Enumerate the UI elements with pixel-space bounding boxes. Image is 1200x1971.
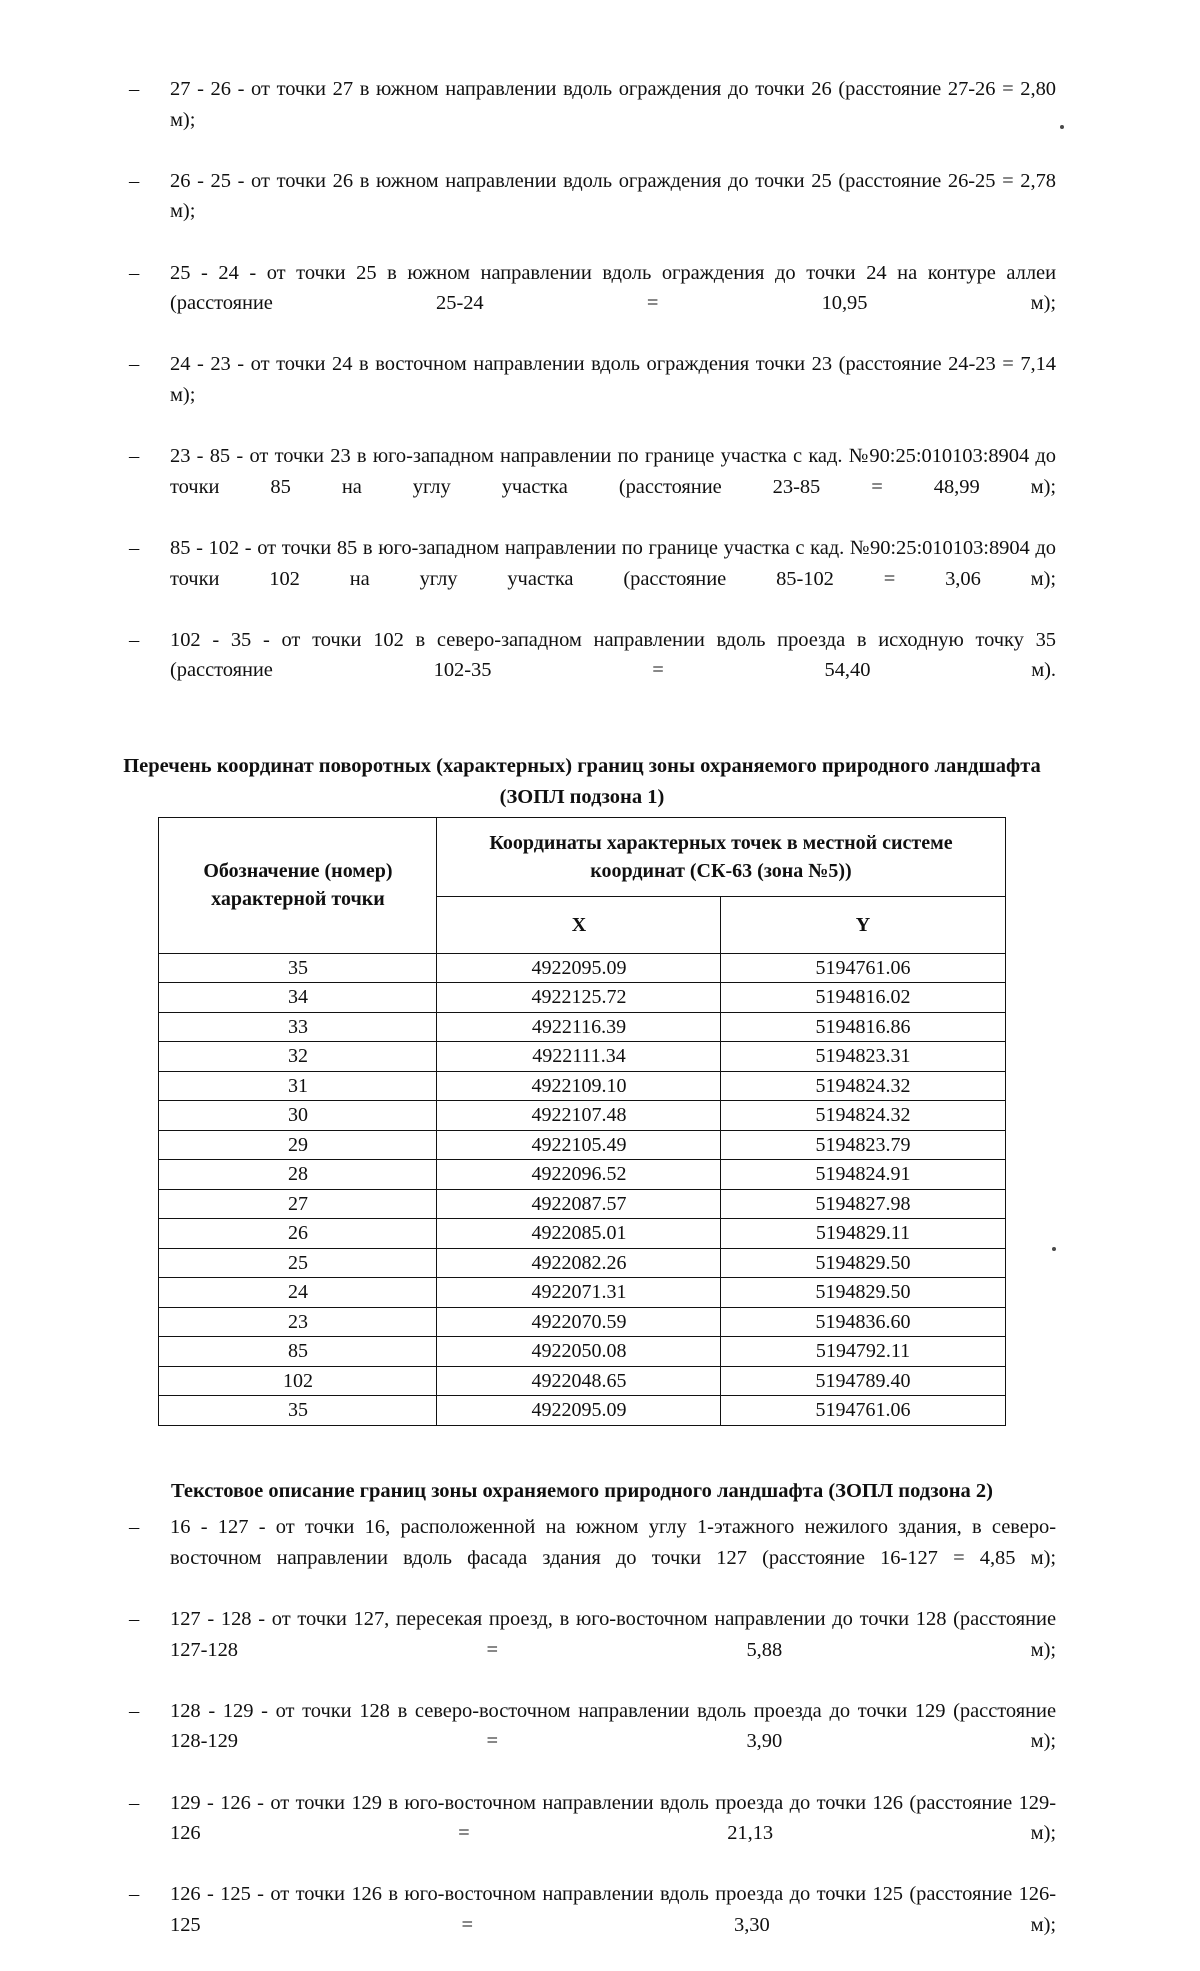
- table-row: [159, 1337, 1005, 1367]
- dash-marker: –: [129, 353, 140, 376]
- scan-speck: [1060, 125, 1064, 129]
- cell-y: 5194829.50: [721, 1278, 1005, 1308]
- cell-point: 32: [159, 1042, 437, 1072]
- cell-point: 30: [159, 1101, 437, 1131]
- table-row: [159, 1189, 1005, 1219]
- cell-x: 4922105.49: [437, 1130, 721, 1160]
- table-row: [159, 1307, 1005, 1337]
- cell-y: 5194761.06: [721, 953, 1005, 983]
- list-item-text: 25 - 24 - от точки 25 в южном направлении вдоль ограждения до точки 24 на контуре аллеи (расстояние 25-24 = 10,95 м);: [170, 261, 1056, 315]
- table-row: [159, 1219, 1005, 1249]
- table-row: [159, 1042, 1005, 1072]
- cell-point: 35: [159, 953, 437, 983]
- cell-x: 4922116.39: [437, 1012, 721, 1042]
- cell-point: 102: [159, 1366, 437, 1396]
- cell-point: 28: [159, 1160, 437, 1190]
- cell-point: 29: [159, 1130, 437, 1160]
- table-row: [159, 1278, 1005, 1308]
- cell-y: 5194824.32: [721, 1071, 1005, 1101]
- column-header-point: Обозначение (номер) характерной точки: [159, 817, 437, 953]
- table-header-row-1: [159, 817, 1005, 896]
- list-item: [108, 1788, 1056, 1880]
- list-item-text: 27 - 26 - от точки 27 в южном направлении вдоль ограждения до точки 26 (расстояние 27-26 = 2,80 м);: [170, 78, 1056, 131]
- column-header-coordinates: Координаты характерных точек в местной системе координат (СК-63 (зона №5)): [437, 817, 1005, 896]
- column-header-y: Y: [721, 896, 1005, 953]
- list-item-text: 129 - 126 - от точки 129 в юго-восточном направлении вдоль проезда до точки 126 (расстояние 129-126 = 21,13 м);: [170, 1791, 1056, 1845]
- list-item: [108, 1879, 1056, 1971]
- table-row: [159, 1071, 1005, 1101]
- cell-point: 24: [159, 1278, 437, 1308]
- cell-y: 5194824.91: [721, 1160, 1005, 1190]
- coordinate-table-wrapper: [108, 817, 1056, 1426]
- list-item-text: 85 - 102 - от точки 85 в юго-западном направлении по границе участка с кад. №90:25:010103:8904 до точки 102 на углу участка (расстояние 85-102 = 3,06 м);: [170, 536, 1056, 590]
- dash-marker: –: [129, 1608, 140, 1631]
- dash-marker: –: [129, 169, 140, 192]
- list-item: [108, 74, 1056, 166]
- cell-x: 4922082.26: [437, 1248, 721, 1278]
- cell-y: 5194827.98: [721, 1189, 1005, 1219]
- cell-x: 4922085.01: [437, 1219, 721, 1249]
- cell-point: 27: [159, 1189, 437, 1219]
- dash-marker: –: [129, 261, 140, 284]
- table-row: [159, 1101, 1005, 1131]
- cell-point: 26: [159, 1219, 437, 1249]
- cell-y: 5194761.06: [721, 1396, 1005, 1426]
- cell-point: 31: [159, 1071, 437, 1101]
- cell-y: 5194823.31: [721, 1042, 1005, 1072]
- table-row: [159, 1160, 1005, 1190]
- table-head: [159, 817, 1005, 953]
- cell-y: 5194829.11: [721, 1219, 1005, 1249]
- cell-y: 5194816.02: [721, 983, 1005, 1013]
- cell-y: 5194816.86: [721, 1012, 1005, 1042]
- table-heading-zopl1: Перечень координат поворотных (характерных) границ зоны охраняемого природного ландшафта (ЗОПЛ подзона 1): [123, 755, 1041, 809]
- list-item: [108, 1512, 1056, 1604]
- page-content: [108, 74, 1056, 1971]
- cell-x: 4922071.31: [437, 1278, 721, 1308]
- cell-point: 35: [159, 1396, 437, 1426]
- cell-x: 4922109.10: [437, 1071, 721, 1101]
- cell-point: 23: [159, 1307, 437, 1337]
- table-row: [159, 1012, 1005, 1042]
- dash-marker: –: [129, 1791, 140, 1814]
- cell-x: 4922087.57: [437, 1189, 721, 1219]
- cell-x: 4922048.65: [437, 1366, 721, 1396]
- list-item: [108, 533, 1056, 625]
- cell-y: 5194836.60: [721, 1307, 1005, 1337]
- dash-marker: –: [129, 1699, 140, 1722]
- cell-y: 5194792.11: [721, 1337, 1005, 1367]
- table-row: [159, 1248, 1005, 1278]
- boundary-description-list-zopl1: [108, 74, 1056, 716]
- cell-point: 33: [159, 1012, 437, 1042]
- table-row: [159, 1396, 1005, 1426]
- cell-x: 4922096.52: [437, 1160, 721, 1190]
- dash-marker: –: [129, 628, 140, 651]
- list-item-text: 23 - 85 - от точки 23 в юго-западном направлении по границе участка с кад. №90:25:010103:8904 до точки 85 на углу участка (расстояние 23-85 = 48,99 м);: [170, 445, 1056, 498]
- cell-x: 4922070.59: [437, 1307, 721, 1337]
- list-item: [108, 258, 1056, 350]
- cell-x: 4922095.09: [437, 953, 721, 983]
- list-item: [108, 1696, 1056, 1788]
- cell-x: 4922095.09: [437, 1396, 721, 1426]
- table-row: [159, 953, 1005, 983]
- list-item-text: 24 - 23 - от точки 24 в восточном направлении вдоль ограждения точки 23 (расстояние 24-23 = 7,14 м);: [170, 353, 1056, 406]
- cell-x: 4922107.48: [437, 1101, 721, 1131]
- dash-marker: –: [129, 78, 140, 100]
- list-item-text: 16 - 127 - от точки 16, расположенной на южном углу 1-этажного нежилого здания, в северо-восточном направлении вдоль фасада здания до точки 127 (расстояние 16-127 = 4,85 м);: [170, 1516, 1056, 1569]
- cell-y: 5194823.79: [721, 1130, 1005, 1160]
- cell-x: 4922111.34: [437, 1042, 721, 1072]
- cell-x: 4922125.72: [437, 983, 721, 1013]
- cell-y: 5194829.50: [721, 1248, 1005, 1278]
- table-body: [159, 953, 1005, 1425]
- dash-marker: –: [129, 1516, 140, 1539]
- table-row: [159, 1130, 1005, 1160]
- table-row: [159, 1366, 1005, 1396]
- list-item-text: 128 - 129 - от точки 128 в северо-восточном направлении вдоль проезда до точки 129 (расстояние 128-129 = 3,90 м);: [170, 1699, 1056, 1753]
- list-item: [108, 441, 1056, 533]
- list-item: [108, 349, 1056, 441]
- dash-marker: –: [129, 445, 140, 468]
- list-item: [108, 1604, 1056, 1696]
- list-item: [108, 166, 1056, 258]
- boundary-description-list-zopl2: [108, 1512, 1056, 1971]
- list-item: [108, 625, 1056, 717]
- cell-y: 5194824.32: [721, 1101, 1005, 1131]
- list-item-text: 126 - 125 - от точки 126 в юго-восточном направлении вдоль проезда до точки 125 (расстояние 126-125 = 3,30 м);: [170, 1883, 1056, 1936]
- column-header-x: X: [437, 896, 721, 953]
- list-item-text: 127 - 128 - от точки 127, пересекая проезд, в юго-восточном направлении до точки 128 (расстояние 127-128 = 5,88 м);: [170, 1608, 1056, 1661]
- section-heading-zopl2: Текстовое описание границ зоны охраняемого природного ландшафта (ЗОПЛ подзона 2): [171, 1479, 993, 1502]
- cell-point: 85: [159, 1337, 437, 1367]
- table-row: [159, 983, 1005, 1013]
- cell-x: 4922050.08: [437, 1337, 721, 1367]
- cell-point: 25: [159, 1248, 437, 1278]
- cell-point: 34: [159, 983, 437, 1013]
- dash-marker: –: [129, 1883, 140, 1906]
- dash-marker: –: [129, 536, 140, 559]
- list-item-text: 102 - 35 - от точки 102 в северо-западном направлении вдоль проезда в исходную точку 35 (расстояние 102-35 = 54,40 м).: [170, 628, 1056, 682]
- coordinate-table-zopl1: [158, 817, 1005, 1426]
- cell-y: 5194789.40: [721, 1366, 1005, 1396]
- list-item-text: 26 - 25 - от точки 26 в южном направлении вдоль ограждения до точки 25 (расстояние 26-25 = 2,78 м);: [170, 169, 1056, 223]
